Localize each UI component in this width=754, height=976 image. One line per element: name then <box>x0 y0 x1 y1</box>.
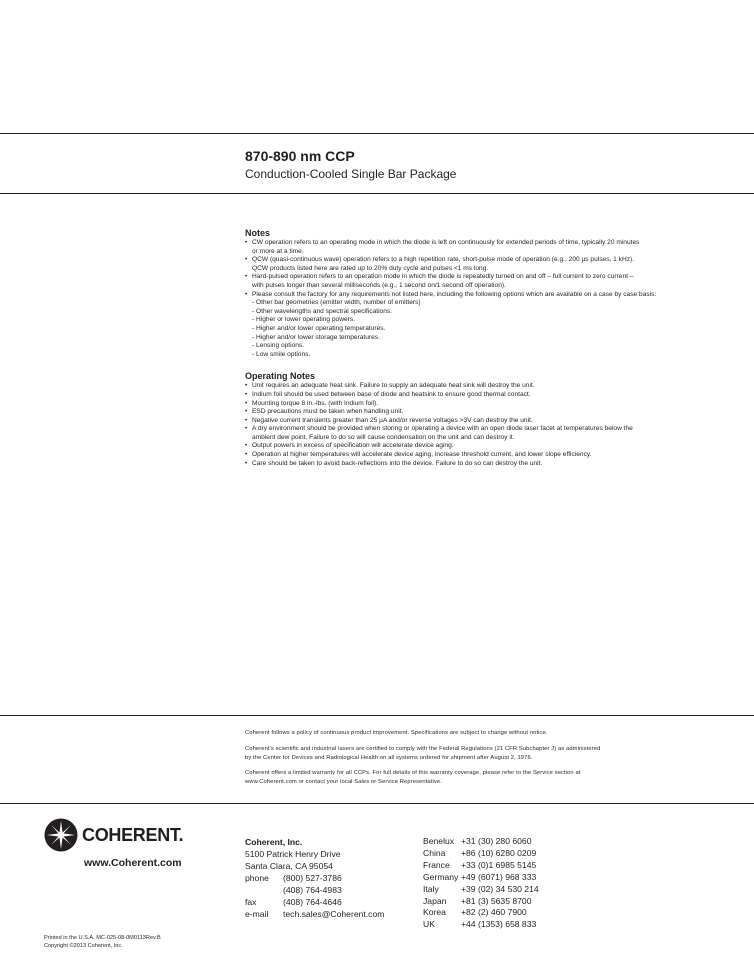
office-row <box>423 860 539 872</box>
office-country: Italy <box>423 883 439 894</box>
legal-paragraph <box>245 729 665 738</box>
list-item <box>245 451 725 460</box>
office-row <box>423 919 539 931</box>
printed-code: Printed in the U.S.A. MC-025-08-0M0113Rev.B <box>44 935 161 941</box>
office-row <box>423 907 539 919</box>
office-country: Benelux <box>423 836 455 846</box>
office-phone: +39 (02) 34 530 214 <box>461 883 539 894</box>
note-line: • ESD precautions must be taken when handling unit. <box>252 408 404 416</box>
office-phone: +82 (2) 460 7900 <box>461 907 527 918</box>
office-country: Germany <box>423 871 459 882</box>
office-phone: +31 (30) 280 6060 <box>461 836 532 846</box>
list-item <box>245 400 725 409</box>
legal-line: Coherent offers a limited warranty for all CCPs. For full details of this warranty coverage, please refer to the Service section at <box>245 770 581 776</box>
note-line: • Indium foil should be used between base of diode and heatsink to ensure good thermal contact. <box>252 390 531 398</box>
list-item <box>245 239 725 256</box>
page-subtitle: Conduction-Cooled Single Bar Package <box>245 167 457 181</box>
list-item <box>245 273 725 290</box>
contact-value: (408) 764-4646 <box>283 897 342 907</box>
office-country: Korea <box>423 907 446 918</box>
office-row <box>423 836 539 848</box>
office-phone: +44 (1353) 658 833 <box>461 919 537 930</box>
contact-label <box>245 884 283 896</box>
contact-label: fax <box>245 897 257 907</box>
office-row <box>423 896 539 908</box>
office-phone: +49 (6071) 968 333 <box>461 871 537 882</box>
note-line: • Operation at higher temperatures will accelerate device aging, increase threshold current, and lower slope efficiency. <box>252 451 592 459</box>
operating-notes-section <box>245 371 725 468</box>
website-link[interactable]: www.Coherent.com <box>84 857 182 869</box>
list-item <box>245 408 725 417</box>
note-line: QCW products listed here are rated up to 20% duty cycle and pulses <1 ms long. <box>252 264 489 272</box>
contact-row <box>245 884 384 896</box>
note-line: • Please consult the factory for any requirements not listed here, including the following options which are available on a case by case basis: <box>252 290 657 298</box>
contact-value: (408) 764-4983 <box>283 885 342 895</box>
legal-paragraph <box>245 769 665 787</box>
page-title: 870-890 nm CCP <box>245 148 355 164</box>
contact-label: phone <box>245 873 269 883</box>
office-row <box>423 872 539 884</box>
title-block <box>245 148 456 182</box>
option-item: - Other bar geometries (emitter width, number of emitters) <box>252 299 421 307</box>
notes-section <box>245 228 725 468</box>
city-address: Santa Clara, CA 95054 <box>245 861 333 871</box>
street-address: 5100 Patrick Henry Drive <box>245 849 341 859</box>
note-line: • Hard-pulsed operation refers to an operation mode in which the diode is repeatedly turned on and off – full current to zero current – <box>252 273 634 281</box>
list-item <box>245 382 725 391</box>
note-line: • QCW (quasi-continuous wave) operation refers to a high repetition rate, short-pulse mode of operation (e.g., 200 µs pulses, 1 kHz). <box>252 256 635 264</box>
operating-notes-heading: Operating Notes <box>245 371 316 382</box>
legal-line: www.Coherent.com or contact your local Sales or Service Representative. <box>245 779 442 785</box>
coherent-logo <box>44 818 183 852</box>
option-item: - Low smile options. <box>252 350 311 358</box>
company-address <box>245 836 384 920</box>
logo-wordmark: COHERENT. <box>82 824 184 845</box>
list-item <box>245 460 725 469</box>
note-line: or more at a time. <box>252 247 304 255</box>
note-line: • CW operation refers to an operating mode in which the diode is left on continuously for extended periods of time, typically 20 minutes <box>252 239 640 246</box>
office-row <box>423 884 539 896</box>
office-country: China <box>423 847 446 858</box>
list-item <box>245 417 725 426</box>
header-top-rule <box>0 133 754 134</box>
contact-value: (800) 527-3786 <box>283 873 342 883</box>
option-item: - Higher and/or lower operating temperatures. <box>252 324 386 332</box>
note-line: • Care should be taken to avoid back-reflections into the device. Failure to do so can destroy the unit. <box>252 459 543 467</box>
list-item <box>245 256 725 273</box>
option-item: - Higher or lower operating powers. <box>252 316 355 324</box>
note-line: • A dry environment should be provided when storing or operating a device with an open diode laser facet at temperatures below the <box>252 425 633 433</box>
office-country: UK <box>423 919 435 930</box>
office-country: France <box>423 859 450 870</box>
legal-line: Coherent's scientific and industrial lasers are certified to comply with the Federal Regulations (21 CFR Subchapter J) as administered <box>245 745 601 752</box>
legal-line: by the Center for Devices and Radiological Health on all systems ordered for shipment after August 2, 1976. <box>245 754 533 761</box>
legal-section <box>245 729 665 794</box>
office-phone: +86 (10) 6280 0209 <box>461 847 537 858</box>
notes-heading: Notes <box>245 228 271 238</box>
header-bottom-rule <box>0 193 754 194</box>
print-info <box>44 934 161 950</box>
note-line: ambient dew point. Failure to do so will cause condensation on the unit and can destroy it. <box>252 433 515 441</box>
option-item: - Higher and/or lower storage temperatures. <box>252 333 380 341</box>
office-phone: +33 (0)1 6985 5145 <box>461 859 537 870</box>
copyright-text: Copyright ©2013 Coherent, Inc. <box>44 943 123 949</box>
note-line: • Output powers in excess of specification will accelerate device aging. <box>252 442 454 450</box>
contact-row <box>245 908 384 920</box>
office-country: Japan <box>423 895 447 906</box>
note-line: • Negative current transients greater than 25 µA and/or reverse voltages >3V can destroy the unit. <box>252 416 533 424</box>
note-line: with pulses longer than several milliseconds (e.g., 1 second on/1 second off operation). <box>252 281 506 289</box>
option-item: - Lensing options. <box>252 342 305 350</box>
contact-row <box>245 896 384 908</box>
legal-paragraph <box>245 745 665 763</box>
company-name: Coherent, Inc. <box>245 837 303 847</box>
legal-top-rule <box>0 715 754 716</box>
contact-row <box>245 872 384 884</box>
email-link[interactable]: tech.sales@Coherent.com <box>283 909 385 919</box>
office-list <box>423 836 539 931</box>
contact-label: e-mail <box>245 909 269 919</box>
operating-notes-list <box>245 382 725 468</box>
office-phone: +81 (3) 5635 8700 <box>461 895 532 906</box>
list-item <box>245 442 725 451</box>
list-item <box>245 291 725 360</box>
list-item <box>245 425 725 442</box>
coherent-star-icon <box>44 818 78 852</box>
note-line: • Unit requires an adequate heat sink. Failure to supply an adequate heat sink will destroy the unit. <box>252 382 535 390</box>
note-line: • Mounting torque 8 in.-lbs. (with Indium foil). <box>252 399 379 407</box>
notes-list <box>245 239 725 359</box>
legal-line: Coherent follows a policy of continuous product improvement. Specifications are subject to change without notice. <box>245 730 548 736</box>
office-row <box>423 848 539 860</box>
footer-top-rule <box>0 803 754 804</box>
list-item <box>245 391 725 400</box>
option-item: - Other wavelengths and spectral specifications. <box>252 307 393 315</box>
